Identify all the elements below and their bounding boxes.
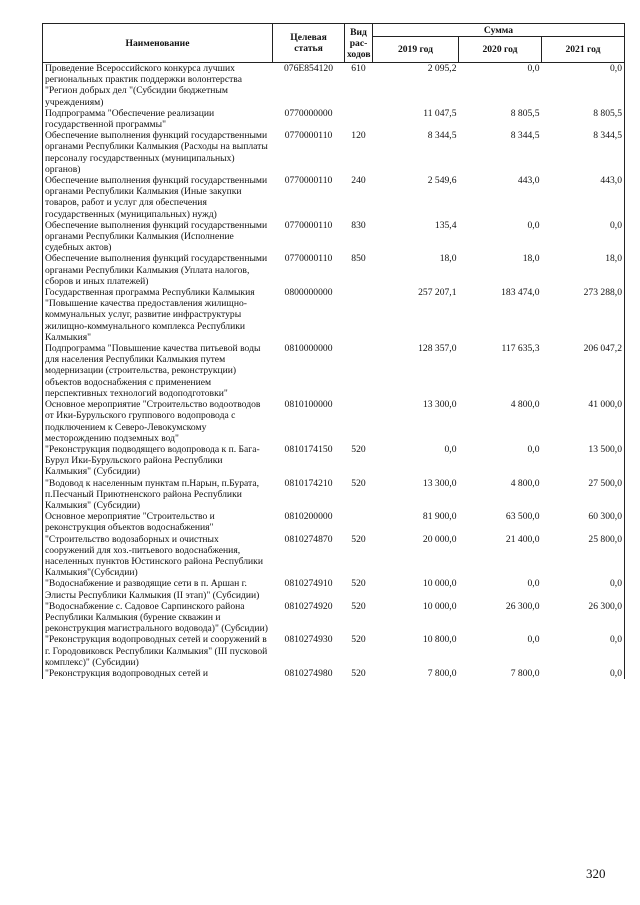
row-sum-2021: 0,0 [542,220,625,254]
row-sum-2019: 7 800,0 [427,667,457,679]
row-sum-2021: 8 344,5 [542,130,625,175]
header-year-2019: 2019 год [373,37,459,63]
row-name: "Строительство водозаборных и очистных сооружений для хоз.-питьевого водоснабжения, населенных пунктов Юстинского района Республики Калмыкия"(Субсидии) [43,534,273,579]
row-sum-2019: 135,4 [434,219,457,231]
row-sum-2021: 273 288,0 [542,287,625,343]
table-row [43,175,625,220]
row-sum-2020: 4 800,0 [510,399,540,411]
row-vid: 520 [351,667,366,679]
row-vid: 520 [351,533,366,545]
table-row [43,108,625,130]
row-sum-2020: 4 800,0 [510,477,540,489]
row-sum-2019: 2 549,6 [427,175,457,187]
row-code: 0800000000 [284,287,333,299]
table-row [43,668,625,679]
row-name: Основное мероприятие "Строительство и реконструкция объектов водоснабжения" [43,511,273,533]
row-code: 0810000000 [284,343,333,355]
row-sum-2021: 18,0 [542,253,625,287]
row-code: 0810100000 [284,399,333,411]
row-sum-2021: 41 000,0 [542,399,625,444]
row-sum-2021: 8 805,5 [542,108,625,130]
row-sum-2020: 0,0 [527,578,540,590]
row-sum-2020: 443,0 [517,175,540,187]
header-year-2020: 2020 год [459,37,542,63]
row-sum-2021: 0,0 [542,634,625,668]
row-vid: 610 [351,63,366,74]
row-sum-2019: 0,0 [444,443,457,455]
row-name: Проведение Всероссийского конкурса лучших региональных практик поддержки волонтерства "Регион добрых дел "(Субсидии бюджетным учреждениям) [43,63,273,108]
row-sum-2020: 8 805,5 [510,107,540,119]
header-vid: Вид рас- ходов [345,24,373,63]
table-row [43,444,625,478]
header-year-2021: 2021 год [542,37,625,63]
row-code: 0810274910 [284,578,333,590]
row-code: 0810274930 [284,634,333,646]
row-name: Подпрограмма "Повышение качества питьевой воды для населения Республики Калмыкия путем модернизации (строительства, реконструкции) объектов водоснабжения с применением перспективных технологий водоподготовки" [43,343,273,399]
row-sum-2021: 0,0 [542,668,625,679]
table-row [43,63,625,108]
table-row [43,634,625,668]
row-sum-2020: 8 344,5 [510,130,540,142]
row-name: "Водовод к населенным пунктам п.Нарын, п.Бурата, п.Песчаный Приютненского района Республики Калмыкия" (Субсидии) [43,478,273,512]
row-code: 0770000110 [284,253,333,265]
row-name: Обеспечение выполнения функций государственными органами Республики Калмыкия (Уплата налогов, сборов и иных платежей) [43,253,273,287]
row-sum-2021: 27 500,0 [542,478,625,512]
row-sum-2019: 81 900,0 [422,511,457,523]
table-body [43,63,625,680]
row-sum-2020: 0,0 [527,63,540,74]
row-sum-2021: 443,0 [542,175,625,220]
row-vid: 830 [351,219,366,231]
row-sum-2021: 60 300,0 [542,511,625,533]
row-sum-2019: 8 344,5 [427,130,457,142]
table-row [43,130,625,175]
table-header [43,24,625,63]
row-name: Основное мероприятие "Строительство водоотводов от Ики-Бурульского группового водопровода с подключением к Северо-Левокумскому месторождению подземных вод" [43,399,273,444]
header-sum: Сумма [373,24,625,37]
row-code: 0810174150 [284,443,333,455]
row-code: 0810274920 [284,600,333,612]
row-code: 0810274980 [284,667,333,679]
row-vid: 520 [351,443,366,455]
row-name: "Реконструкция водопроводных сетей и сооружений в г. Городовиковск Республики Калмыкия" (III пусковой комплекс)" (Субсидии) [43,634,273,668]
table-row [43,220,625,254]
row-sum-2019: 13 300,0 [422,477,457,489]
row-vid: 120 [351,130,366,142]
row-sum-2020: 21 400,0 [505,533,540,545]
row-sum-2021: 0,0 [542,578,625,600]
row-name: "Реконструкция водопроводных сетей и [43,668,273,679]
row-vid: 850 [351,253,366,265]
row-vid: 520 [351,477,366,489]
row-name: Подпрограмма "Обеспечение реализации государственной программы" [43,108,273,130]
row-name: "Водоснабжение и разводящие сети в п. Аршан г. Элисты Республики Калмыкия (II этап)" (Субсидии) [43,578,273,600]
row-code: 0770000110 [284,219,333,231]
row-sum-2019: 10 000,0 [422,578,457,590]
header-code: Целевая статья [273,24,345,63]
row-sum-2021: 25 800,0 [542,534,625,579]
row-sum-2020: 183 474,0 [501,287,540,299]
page-number: 320 [586,866,606,881]
table-row [43,534,625,579]
table-row [43,253,625,287]
row-sum-2019: 257 207,1 [418,287,457,299]
table-row [43,511,625,533]
table-row [43,578,625,600]
row-sum-2019: 128 357,0 [418,343,457,355]
row-sum-2020: 26 300,0 [505,600,540,612]
row-code: 0810200000 [284,511,333,523]
row-name: "Водоснабжение с. Садовое Сарпинского района Республики Калмыкия (бурение скважин и реконструкция магистрального водовода)" (Субсидии) [43,601,273,635]
row-vid [345,399,373,444]
header-name: Наименование [43,24,273,63]
table-row [43,601,625,635]
row-sum-2019: 13 300,0 [422,399,457,411]
row-sum-2019: 10 800,0 [422,634,457,646]
row-sum-2020: 63 500,0 [505,511,540,523]
row-vid [345,511,373,533]
row-vid: 240 [351,175,366,187]
row-vid [345,343,373,399]
table-row [43,478,625,512]
row-name: "Реконструкция подводящего водопровода к п. Бага-Бурул Ики-Бурульского района Республики Калмыкия" (Субсидии) [43,444,273,478]
row-code: 0810274870 [284,533,333,545]
row-vid: 520 [351,634,366,646]
row-code: 0770000000 [284,107,333,119]
row-sum-2019: 11 047,5 [423,107,457,119]
row-name: Государственная программа Республики Калмыкия "Повышение качества предоставления жилищно-коммунальных услуг, развитие инфраструктуры жилищно-коммунального комплекса Республики Калмыкия" [43,287,273,343]
row-sum-2021: 13 500,0 [542,444,625,478]
budget-table [42,23,625,679]
row-vid: 520 [351,600,366,612]
row-name: Обеспечение выполнения функций государственными органами Республики Калмыкия (Исполнение судебных актов) [43,220,273,254]
row-name: Обеспечение выполнения функций государственными органами Республики Калмыкия (Расходы на выплаты персоналу государственных (муниципальных) органов) [43,130,273,175]
row-vid [345,108,373,130]
row-sum-2020: 18,0 [522,253,540,265]
row-sum-2020: 7 800,0 [510,667,540,679]
row-sum-2020: 117 635,3 [501,343,540,355]
row-vid [345,287,373,343]
row-code: 0770000110 [284,175,333,187]
row-code: 0810174210 [284,477,333,489]
row-sum-2019: 10 000,0 [422,600,457,612]
row-code: 0770000110 [284,130,333,142]
row-sum-2021: 206 047,2 [542,343,625,399]
row-sum-2019: 18,0 [439,253,457,265]
table-row [43,343,625,399]
row-sum-2021: 26 300,0 [542,601,625,635]
row-sum-2020: 0,0 [527,634,540,646]
row-sum-2019: 2 095,2 [427,63,457,74]
row-sum-2019: 20 000,0 [422,533,457,545]
row-sum-2020: 0,0 [527,443,540,455]
row-vid: 520 [351,578,366,590]
table-row [43,399,625,444]
row-code: 076E854120 [283,63,334,74]
row-sum-2021: 0,0 [542,63,625,108]
row-name: Обеспечение выполнения функций государственными органами Республики Калмыкия (Иные закупки товаров, работ и услуг для обеспечения государственных (муниципальных) нужд) [43,175,273,220]
table-row [43,287,625,343]
row-sum-2020: 0,0 [527,219,540,231]
